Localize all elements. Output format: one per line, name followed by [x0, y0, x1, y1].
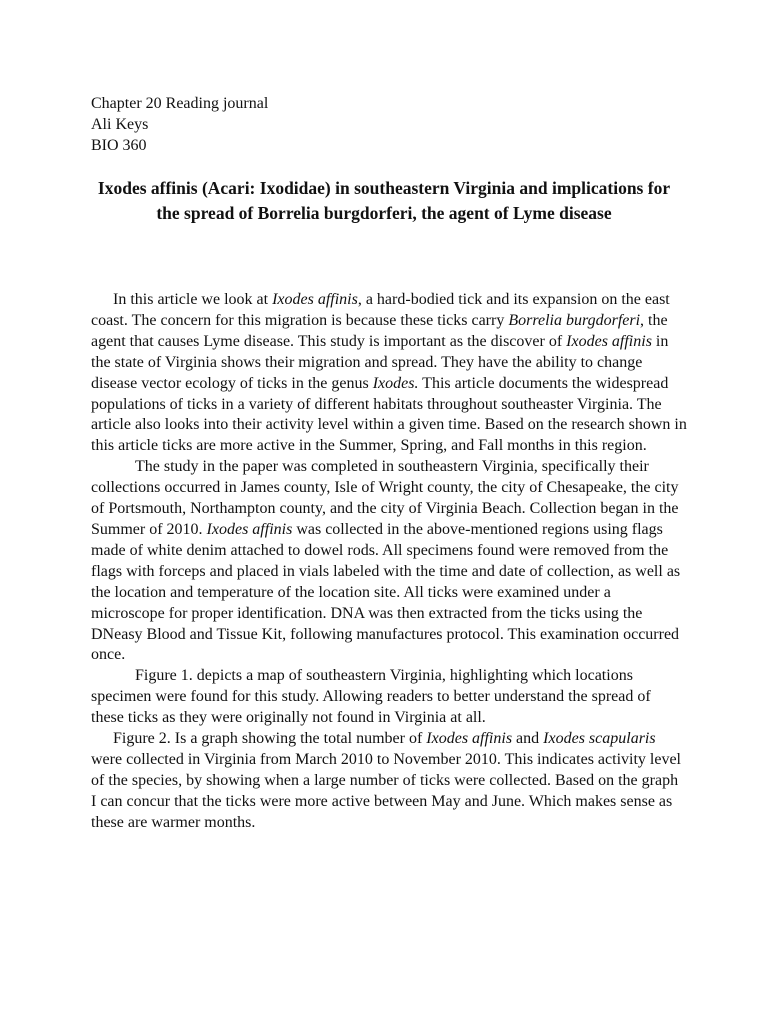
species-name: Ixodes affinis — [272, 291, 358, 308]
paragraph-2 — [91, 457, 687, 666]
species-name: Ixodes affinis — [206, 520, 293, 538]
paragraph-3: Figure 1. depicts a map of southeastern Virginia, highlighting which locations specimen were found for this study. Allowing readers to better understand the spread of these ticks as they were originally not found in Virginia at all. — [91, 667, 651, 727]
text-run: , the agent that causes Lyme disease. This study is important as the discover of — [91, 311, 668, 350]
paragraph-4 — [91, 729, 687, 834]
article-title: Ixodes affinis (Acari: Ixodidae) in southeastern Virginia and implications for the spread of Borrelia burgdorferi, the agent of Lyme disease — [97, 178, 671, 223]
text-run: in the state of Virginia shows their migration and spread. They have the ability to change disease vector ecology of ticks in the genus — [91, 332, 669, 392]
text-run: and — [512, 730, 544, 748]
header-course-title: Chapter 20 Reading journal — [91, 95, 269, 112]
document-header — [91, 93, 268, 156]
species-name: Borrelia burgdorferi — [508, 311, 641, 329]
text-run: This article documents the widespread populations of ticks in a variety of different habitats throughout southeaster Virginia. The article also looks into their activity level within a given time. Based on the research shown in this article ticks are more active in the Summer, Spring, and Fall months in this region. — [91, 374, 687, 455]
text-run: Figure 2. Is a graph showing the total number of — [113, 730, 427, 748]
species-name: Ixodes affinis — [566, 332, 652, 350]
text-run: , a hard-bodied tick and its expansion on the east coast. The concern for this migration is because these ticks carry — [91, 291, 670, 329]
species-name: Ixodes affinis — [426, 730, 513, 748]
species-name: Ixodes scapularis — [543, 730, 656, 748]
text-run: was collected in the above-mentioned regions using flags made of white denim attached to dowel rods. All specimens found were removed from the flags with forceps and placed in vials labeled with the time and date of collection, as well as the location and temperature of the location site. All ticks were examined under a microscope for proper identification. DNA was then extracted from the ticks using the DNeasy Blood and Tissue Kit, following manufactures protocol. This examination occurred once. — [91, 520, 681, 664]
header-author: Ali Keys — [91, 116, 149, 133]
document-body — [91, 290, 687, 834]
paragraph-1 — [91, 290, 687, 457]
header-course-code: BIO 360 — [91, 137, 147, 154]
text-run: were collected in Virginia from March 2010 to November 2010. This indicates activity level of the species, by showing when a large number of ticks were collected. Based on the graph I can concur that the ticks were more active between May and June. Which makes sense as these are warmer months. — [91, 750, 681, 831]
text-run: In this article we look at — [113, 291, 273, 308]
text-run: The study in the paper was completed in southeastern Virginia, specifically their collections occurred in James county, Isle of Wright county, the city of Chesapeake, the city of Portsmouth, Northampton county, and the city of Virginia Beach. Collection began in the Summer of 2010. — [91, 458, 679, 538]
genus-name: Ixodes. — [372, 374, 419, 392]
